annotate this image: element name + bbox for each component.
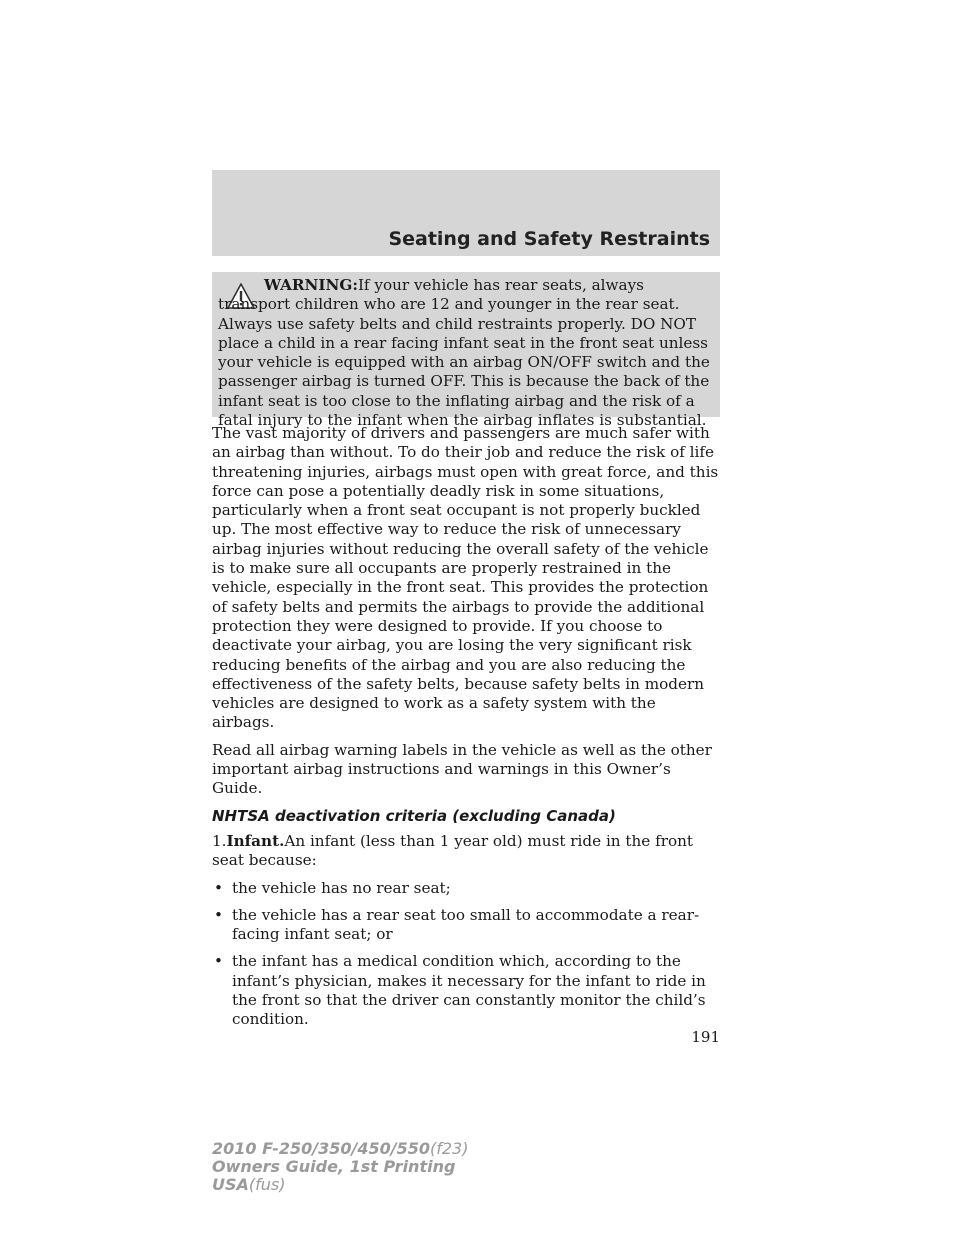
- footer-model-code: (f23): [430, 1139, 469, 1158]
- warning-text-block: [218, 276, 714, 430]
- list-item-text: the infant has a medical condition which, according to the infant’s physician, makes it necessary for the infant to ride in the front so that the driver can constantly monitor the child’s condition.: [232, 952, 706, 1029]
- criteria-item-infant: [212, 832, 720, 871]
- main-content: [212, 424, 720, 1038]
- section-title: Seating and Safety Restraints: [388, 228, 710, 250]
- warning-label: WARNING:: [264, 276, 358, 294]
- list-item: [212, 952, 720, 1029]
- bullet-list: [212, 879, 720, 1030]
- bullet-icon: •: [214, 952, 223, 971]
- footer-line-edition: Owners Guide, 1st Printing: [212, 1157, 456, 1176]
- paragraph-airbag-safety: The vast majority of drivers and passengers are much safer with an airbag than without. To do their job and reduce the risk of life threatening injuries, airbags must open with great force, and this force can pose a potentially deadly risk in some situations, particularly when a front seat occupant is not properly buckled up. The most effective way to reduce the risk of unnecessary airbag injuries without reducing the overall safety of the vehicle is to make sure all occupants are properly restrained in the vehicle, especially in the front seat. This provides the protection of safety belts and permits the airbags to provide the additional protection they were designed to provide. If you choose to deactivate your airbag, you are losing the very significant risk reducing benefits of the airbag and you are also reducing the effectiveness of the safety belts, because safety belts in modern vehicles are designed to work as a safety system with the airbags.: [212, 424, 719, 732]
- item-number: 1.: [212, 831, 227, 850]
- paragraph-warning-labels: Read all airbag warning labels in the vehicle as well as the other important airbag instructions and warnings in this Owner’s Guide.: [212, 740, 712, 798]
- footer-market-code: (fus): [248, 1175, 286, 1194]
- subheading-nhtsa-criteria: NHTSA deactivation criteria (excluding Canada): [212, 806, 616, 825]
- list-item: [212, 906, 720, 945]
- footer-model: 2010 F-250/350/450/550: [212, 1139, 430, 1158]
- section-header-band: [212, 170, 720, 256]
- footer-market: USA: [212, 1175, 249, 1194]
- page-number: 191: [691, 1028, 720, 1046]
- footer-line-model: [212, 1140, 468, 1158]
- footer-print-info: [212, 1140, 468, 1194]
- warning-message: If your vehicle has rear seats, always transport children who are 12 and younger in the rear seat. Always use safety belts and child restraints properly. DO NOT place a child in a rear facing infant seat in the front seat unless your vehicle is equipped with an airbag ON/OFF switch and the passenger airbag is turned OFF. This is because the back of the infant seat is too close to the inflating airbag and the risk of a fatal injury to the infant when the airbag inflates is substantial.: [218, 276, 710, 430]
- bullet-icon: •: [214, 905, 223, 924]
- list-item: [212, 879, 720, 898]
- footer-line-market: [212, 1176, 468, 1194]
- item-text: An infant (less than 1 year old) must ride in the front seat because:: [212, 831, 694, 870]
- list-item-text: the vehicle has a rear seat too small to accommodate a rear-facing infant seat; or: [232, 905, 700, 944]
- warning-box: [212, 272, 720, 430]
- list-item-text: the vehicle has no rear seat;: [232, 878, 451, 897]
- bullet-icon: •: [214, 878, 223, 897]
- item-label: Infant.: [226, 831, 285, 850]
